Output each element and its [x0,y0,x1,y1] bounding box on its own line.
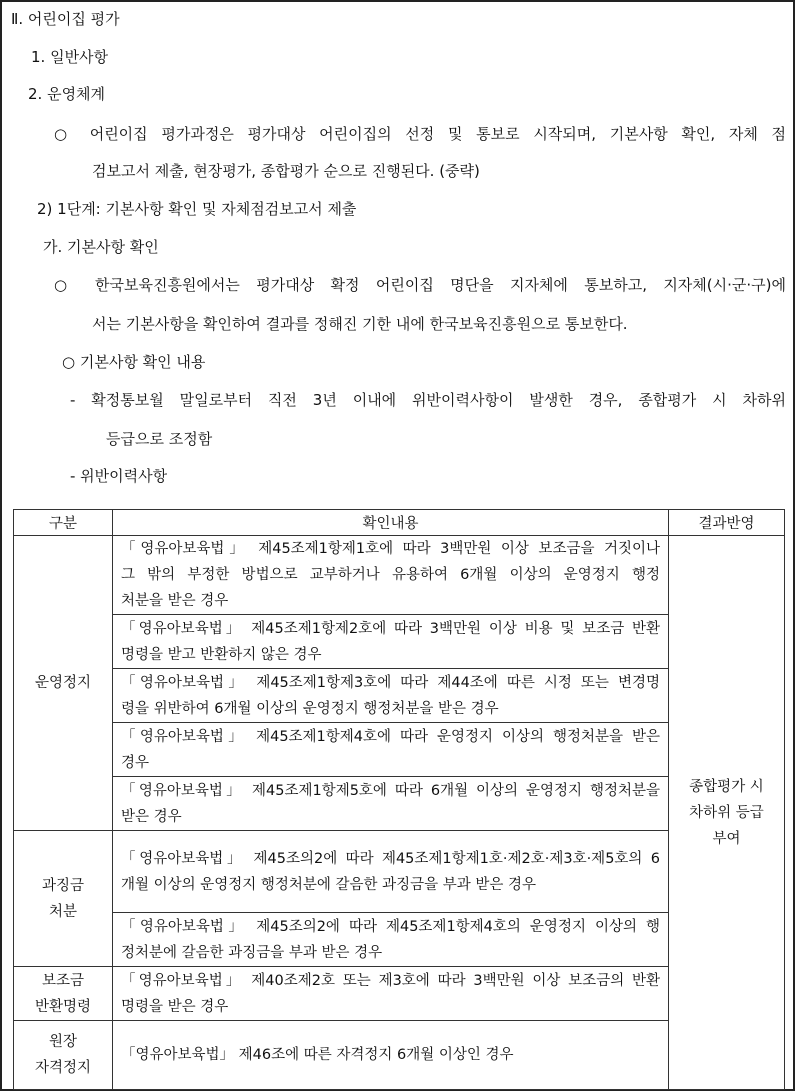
content-line: 명령을 받고 반환하지 않은 경우 [121,646,322,663]
table-row [14,536,785,615]
section-heading: Ⅱ. 어린이집 평가 [11,10,120,28]
category-label: 보조금 [41,972,85,989]
item-operation-system: 2. 운영체계 [28,85,106,103]
category-cell [14,967,113,1021]
header-result: 결과반영 [669,510,785,536]
content-line: 「영유아보육법」 제45조제1항제4호에 따라 운영정지 이상의 행정처분을 받은 [121,728,660,745]
content-line: 「영유아보육법」 제46조에 따른 자격정지 6개월 이상인 경우 [121,1047,514,1063]
content-line: 받은 경우 [121,808,182,825]
content-line: 경우 [121,754,150,771]
content-cell [113,777,669,831]
header-category: 구분 [14,510,113,536]
header-content: 확인내용 [113,510,669,536]
violation-table [13,509,785,1090]
result-line: 부여 [712,830,741,847]
content-cell [113,536,669,615]
check-content-title: ○ 기본사항 확인 내용 [62,353,206,371]
content-line: 그 밖의 부정한 방법으로 교부하거나 유용하여 6개월 이상의 운영정지 행정 [121,567,660,583]
category-label: 반환명령 [34,998,92,1015]
content-line: 령을 위반하여 6개월 이상의 운영정지 행정처분을 받은 경우 [121,700,499,717]
category-cell [14,1021,113,1090]
content-line: 명령을 받은 경우 [121,998,229,1015]
content-cell [113,831,669,913]
paragraph-2-line-1: ○ 한국보육진흥원에서는 평가대상 확정 어린이집 명단을 지자체에 통보하고, 지자체(시·군·구)에 [54,276,786,294]
category-label: 자격정지 [34,1060,92,1076]
category-cell [14,831,113,967]
result-cell [669,536,785,1090]
content-cell [113,967,669,1021]
sub-heading-ga: 가. 기본사항 확인 [43,238,159,256]
paragraph-1-line-2: 검보고서 제출, 현장평가, 종합평가 순으로 진행된다. (중략) [92,162,480,180]
category-label: 처분 [48,903,77,920]
category-label: 원장 [48,1034,77,1050]
dash-item-2: - 위반이력사항 [70,467,168,485]
category-label: 운영정지 [34,675,92,691]
content-cell [113,615,669,669]
content-line: 「영유아보육법」 제40조제2호 또는 제3호에 따라 3백만원 이상 보조금의 반환 [121,972,660,989]
content-line: 개월 이상의 운영정지 행정처분에 갈음한 과징금을 부과 받은 경우 [121,876,537,893]
content-line: 「영유아보육법」 제45조제1항제2호에 따라 3백만원 이상 비용 및 보조금 반환 [121,620,660,637]
content-line: 「영유아보육법」 제45조제1항제3호에 따라 제44조에 따른 시정 또는 변경명 [121,674,660,691]
category-cell [14,536,113,831]
result-line: 종합평가 시 [689,778,764,795]
content-line: 「영유아보육법」 제45조의2에 따라 제45조제1항제1호·제2호·제3호·제5호의 6 [121,850,660,867]
dash-item-1-line-1: - 확정통보월 말일로부터 직전 3년 이내에 위반이력사항이 발생한 경우, 종합평가 시 차하위 [70,391,786,409]
dash-item-1-line-2: 등급으로 조정함 [106,430,213,448]
content-cell [113,913,669,967]
content-cell [113,669,669,723]
content-line: 처분을 받은 경우 [121,593,229,609]
paragraph-1-line-1: ○ 어린이집 평가과정은 평가대상 어린이집의 선정 및 통보로 시작되며, 기본사항 확인, 자체 점 [54,125,786,143]
content-line: 정처분에 갈음한 과징금을 부과 받은 경우 [121,944,383,961]
table-header-row [14,510,785,536]
content-line: 「영유아보육법」 제45조의2에 따라 제45조제1항제4호의 운영정지 이상의 행 [121,918,660,935]
category-label: 과징금 [41,877,85,894]
content-cell [113,1021,669,1090]
result-line: 차하위 등급 [689,804,764,821]
item-general: 1. 일반사항 [31,48,109,66]
paragraph-2-line-2: 서는 기본사항을 확인하여 결과를 정해진 기한 내에 한국보육진흥원으로 통보한다. [92,315,628,333]
content-line: 「영유아보육법」 제45조제1항제5호에 따라 6개월 이상의 운영정지 행정처분을 [121,782,660,799]
content-cell [113,723,669,777]
step-2-heading: 2) 1단계: 기본사항 확인 및 자체점검보고서 제출 [37,200,357,218]
content-line: 「영유아보육법」 제45조제1항제1호에 따라 3백만원 이상 보조금을 거짓이나 [121,541,660,557]
